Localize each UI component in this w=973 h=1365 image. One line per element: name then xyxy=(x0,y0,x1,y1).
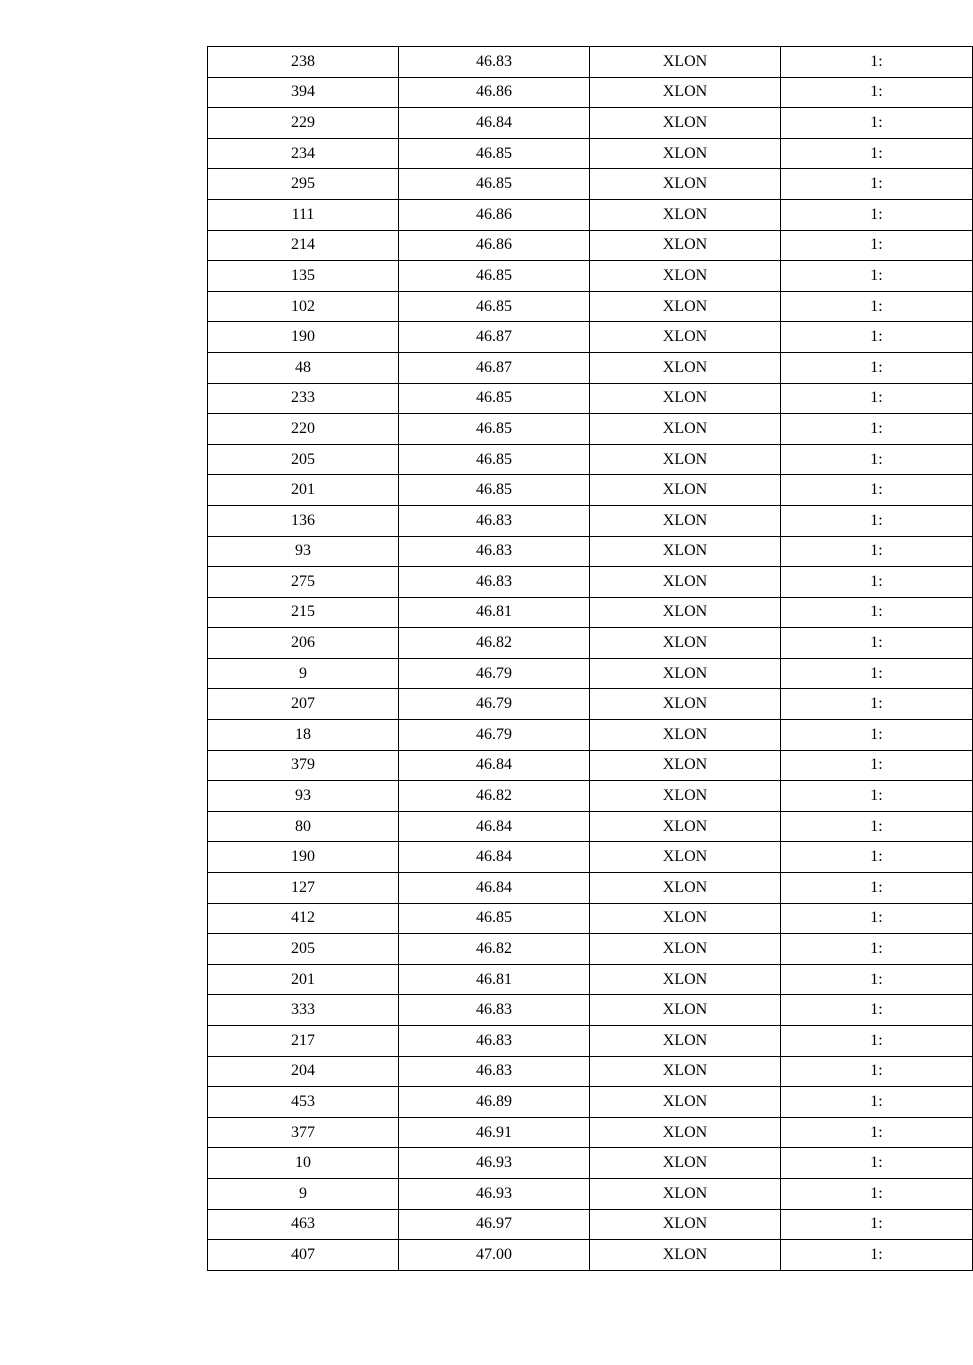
venue-cell: XLON xyxy=(590,230,781,261)
price-cell: 46.83 xyxy=(399,536,590,567)
table-row xyxy=(208,199,973,230)
quantity-cell: 80 xyxy=(208,811,399,842)
quantity-cell: 233 xyxy=(208,383,399,414)
time-cell: 1: xyxy=(781,811,973,842)
table-row xyxy=(208,414,973,445)
quantity-cell: 201 xyxy=(208,475,399,506)
table-row xyxy=(208,1117,973,1148)
venue-cell: XLON xyxy=(590,903,781,934)
quantity-cell: 18 xyxy=(208,720,399,751)
price-cell: 46.81 xyxy=(399,964,590,995)
venue-cell: XLON xyxy=(590,77,781,108)
price-cell: 46.79 xyxy=(399,720,590,751)
table-row xyxy=(208,383,973,414)
venue-cell: XLON xyxy=(590,750,781,781)
time-cell: 1: xyxy=(781,108,973,139)
table-viewport xyxy=(207,46,883,1315)
time-cell: 1: xyxy=(781,1026,973,1057)
table-row xyxy=(208,138,973,169)
venue-cell: XLON xyxy=(590,597,781,628)
quantity-cell: 206 xyxy=(208,628,399,659)
table-row xyxy=(208,1240,973,1271)
price-cell: 46.79 xyxy=(399,689,590,720)
venue-cell: XLON xyxy=(590,261,781,292)
time-cell: 1: xyxy=(781,964,973,995)
quantity-cell: 377 xyxy=(208,1117,399,1148)
time-cell: 1: xyxy=(781,1178,973,1209)
time-cell: 1: xyxy=(781,199,973,230)
price-cell: 46.86 xyxy=(399,199,590,230)
price-cell: 46.85 xyxy=(399,138,590,169)
time-cell: 1: xyxy=(781,567,973,598)
table-row xyxy=(208,1056,973,1087)
time-cell: 1: xyxy=(781,138,973,169)
price-cell: 46.82 xyxy=(399,781,590,812)
price-cell: 46.84 xyxy=(399,842,590,873)
table-row xyxy=(208,811,973,842)
price-cell: 46.79 xyxy=(399,658,590,689)
quantity-cell: 205 xyxy=(208,444,399,475)
time-cell: 1: xyxy=(781,1148,973,1179)
table-row xyxy=(208,628,973,659)
quantity-cell: 9 xyxy=(208,1178,399,1209)
quantity-cell: 190 xyxy=(208,842,399,873)
venue-cell: XLON xyxy=(590,628,781,659)
quantity-cell: 136 xyxy=(208,505,399,536)
table-row xyxy=(208,934,973,965)
time-cell: 1: xyxy=(781,322,973,353)
venue-cell: XLON xyxy=(590,658,781,689)
time-cell: 1: xyxy=(781,1209,973,1240)
quantity-cell: 102 xyxy=(208,291,399,322)
table-row xyxy=(208,169,973,200)
quantity-cell: 205 xyxy=(208,934,399,965)
quantity-cell: 201 xyxy=(208,964,399,995)
time-cell: 1: xyxy=(781,383,973,414)
price-cell: 46.83 xyxy=(399,505,590,536)
quantity-cell: 412 xyxy=(208,903,399,934)
quantity-cell: 229 xyxy=(208,108,399,139)
table-row xyxy=(208,1148,973,1179)
time-cell: 1: xyxy=(781,597,973,628)
price-cell: 46.91 xyxy=(399,1117,590,1148)
venue-cell: XLON xyxy=(590,444,781,475)
venue-cell: XLON xyxy=(590,842,781,873)
time-cell: 1: xyxy=(781,352,973,383)
quantity-cell: 407 xyxy=(208,1240,399,1271)
price-cell: 46.82 xyxy=(399,934,590,965)
time-cell: 1: xyxy=(781,750,973,781)
price-cell: 46.82 xyxy=(399,628,590,659)
venue-cell: XLON xyxy=(590,995,781,1026)
price-cell: 46.93 xyxy=(399,1178,590,1209)
quantity-cell: 275 xyxy=(208,567,399,598)
table-row xyxy=(208,230,973,261)
price-cell: 46.85 xyxy=(399,261,590,292)
quantity-cell: 217 xyxy=(208,1026,399,1057)
venue-cell: XLON xyxy=(590,414,781,445)
price-cell: 46.83 xyxy=(399,47,590,78)
venue-cell: XLON xyxy=(590,1117,781,1148)
venue-cell: XLON xyxy=(590,1056,781,1087)
time-cell: 1: xyxy=(781,842,973,873)
table-row xyxy=(208,1178,973,1209)
price-cell: 46.85 xyxy=(399,169,590,200)
time-cell: 1: xyxy=(781,536,973,567)
venue-cell: XLON xyxy=(590,138,781,169)
time-cell: 1: xyxy=(781,444,973,475)
table-row xyxy=(208,352,973,383)
table-row xyxy=(208,77,973,108)
table-row xyxy=(208,995,973,1026)
time-cell: 1: xyxy=(781,995,973,1026)
quantity-cell: 135 xyxy=(208,261,399,292)
time-cell: 1: xyxy=(781,169,973,200)
venue-cell: XLON xyxy=(590,47,781,78)
price-cell: 46.86 xyxy=(399,77,590,108)
time-cell: 1: xyxy=(781,291,973,322)
venue-cell: XLON xyxy=(590,536,781,567)
price-cell: 46.83 xyxy=(399,567,590,598)
time-cell: 1: xyxy=(781,47,973,78)
table-row xyxy=(208,475,973,506)
quantity-cell: 220 xyxy=(208,414,399,445)
quantity-cell: 111 xyxy=(208,199,399,230)
price-cell: 46.83 xyxy=(399,1056,590,1087)
venue-cell: XLON xyxy=(590,1178,781,1209)
venue-cell: XLON xyxy=(590,383,781,414)
venue-cell: XLON xyxy=(590,689,781,720)
table-row xyxy=(208,1087,973,1118)
venue-cell: XLON xyxy=(590,1087,781,1118)
price-cell: 46.87 xyxy=(399,352,590,383)
price-cell: 46.81 xyxy=(399,597,590,628)
price-cell: 46.97 xyxy=(399,1209,590,1240)
quantity-cell: 234 xyxy=(208,138,399,169)
time-cell: 1: xyxy=(781,77,973,108)
price-cell: 46.85 xyxy=(399,291,590,322)
venue-cell: XLON xyxy=(590,322,781,353)
time-cell: 1: xyxy=(781,628,973,659)
price-cell: 46.83 xyxy=(399,995,590,1026)
price-cell: 46.85 xyxy=(399,444,590,475)
table-row xyxy=(208,689,973,720)
table-row xyxy=(208,505,973,536)
venue-cell: XLON xyxy=(590,475,781,506)
table-row xyxy=(208,750,973,781)
venue-cell: XLON xyxy=(590,108,781,139)
venue-cell: XLON xyxy=(590,964,781,995)
quantity-cell: 453 xyxy=(208,1087,399,1118)
venue-cell: XLON xyxy=(590,1026,781,1057)
venue-cell: XLON xyxy=(590,505,781,536)
price-cell: 46.85 xyxy=(399,383,590,414)
quantity-cell: 295 xyxy=(208,169,399,200)
quantity-cell: 238 xyxy=(208,47,399,78)
venue-cell: XLON xyxy=(590,291,781,322)
table-row xyxy=(208,720,973,751)
price-cell: 46.89 xyxy=(399,1087,590,1118)
price-cell: 46.85 xyxy=(399,475,590,506)
transactions-table-body xyxy=(208,47,973,1271)
table-row xyxy=(208,567,973,598)
quantity-cell: 214 xyxy=(208,230,399,261)
venue-cell: XLON xyxy=(590,567,781,598)
price-cell: 46.87 xyxy=(399,322,590,353)
table-row xyxy=(208,444,973,475)
price-cell: 46.86 xyxy=(399,230,590,261)
time-cell: 1: xyxy=(781,1056,973,1087)
time-cell: 1: xyxy=(781,934,973,965)
quantity-cell: 333 xyxy=(208,995,399,1026)
time-cell: 1: xyxy=(781,505,973,536)
venue-cell: XLON xyxy=(590,352,781,383)
venue-cell: XLON xyxy=(590,199,781,230)
table-row xyxy=(208,781,973,812)
time-cell: 1: xyxy=(781,1117,973,1148)
time-cell: 1: xyxy=(781,658,973,689)
table-row xyxy=(208,108,973,139)
time-cell: 1: xyxy=(781,475,973,506)
quantity-cell: 394 xyxy=(208,77,399,108)
price-cell: 46.85 xyxy=(399,903,590,934)
quantity-cell: 207 xyxy=(208,689,399,720)
venue-cell: XLON xyxy=(590,934,781,965)
price-cell: 46.84 xyxy=(399,750,590,781)
price-cell: 46.84 xyxy=(399,873,590,904)
venue-cell: XLON xyxy=(590,169,781,200)
quantity-cell: 48 xyxy=(208,352,399,383)
venue-cell: XLON xyxy=(590,1209,781,1240)
quantity-cell: 379 xyxy=(208,750,399,781)
table-row xyxy=(208,873,973,904)
table-row xyxy=(208,322,973,353)
quantity-cell: 10 xyxy=(208,1148,399,1179)
venue-cell: XLON xyxy=(590,811,781,842)
time-cell: 1: xyxy=(781,903,973,934)
time-cell: 1: xyxy=(781,230,973,261)
table-row xyxy=(208,903,973,934)
price-cell: 47.00 xyxy=(399,1240,590,1271)
time-cell: 1: xyxy=(781,781,973,812)
table-row xyxy=(208,842,973,873)
quantity-cell: 204 xyxy=(208,1056,399,1087)
table-row xyxy=(208,47,973,78)
table-row xyxy=(208,261,973,292)
table-row xyxy=(208,964,973,995)
price-cell: 46.83 xyxy=(399,1026,590,1057)
time-cell: 1: xyxy=(781,689,973,720)
quantity-cell: 215 xyxy=(208,597,399,628)
time-cell: 1: xyxy=(781,1240,973,1271)
venue-cell: XLON xyxy=(590,1148,781,1179)
quantity-cell: 463 xyxy=(208,1209,399,1240)
quantity-cell: 190 xyxy=(208,322,399,353)
table-row xyxy=(208,291,973,322)
venue-cell: XLON xyxy=(590,873,781,904)
quantity-cell: 127 xyxy=(208,873,399,904)
time-cell: 1: xyxy=(781,1087,973,1118)
price-cell: 46.84 xyxy=(399,108,590,139)
price-cell: 46.85 xyxy=(399,414,590,445)
price-cell: 46.93 xyxy=(399,1148,590,1179)
table-row xyxy=(208,658,973,689)
quantity-cell: 93 xyxy=(208,781,399,812)
time-cell: 1: xyxy=(781,720,973,751)
time-cell: 1: xyxy=(781,261,973,292)
table-row xyxy=(208,536,973,567)
transactions-table xyxy=(207,46,973,1271)
venue-cell: XLON xyxy=(590,720,781,751)
quantity-cell: 93 xyxy=(208,536,399,567)
venue-cell: XLON xyxy=(590,1240,781,1271)
time-cell: 1: xyxy=(781,414,973,445)
quantity-cell: 9 xyxy=(208,658,399,689)
time-cell: 1: xyxy=(781,873,973,904)
table-row xyxy=(208,1026,973,1057)
table-row xyxy=(208,1209,973,1240)
price-cell: 46.84 xyxy=(399,811,590,842)
venue-cell: XLON xyxy=(590,781,781,812)
table-row xyxy=(208,597,973,628)
